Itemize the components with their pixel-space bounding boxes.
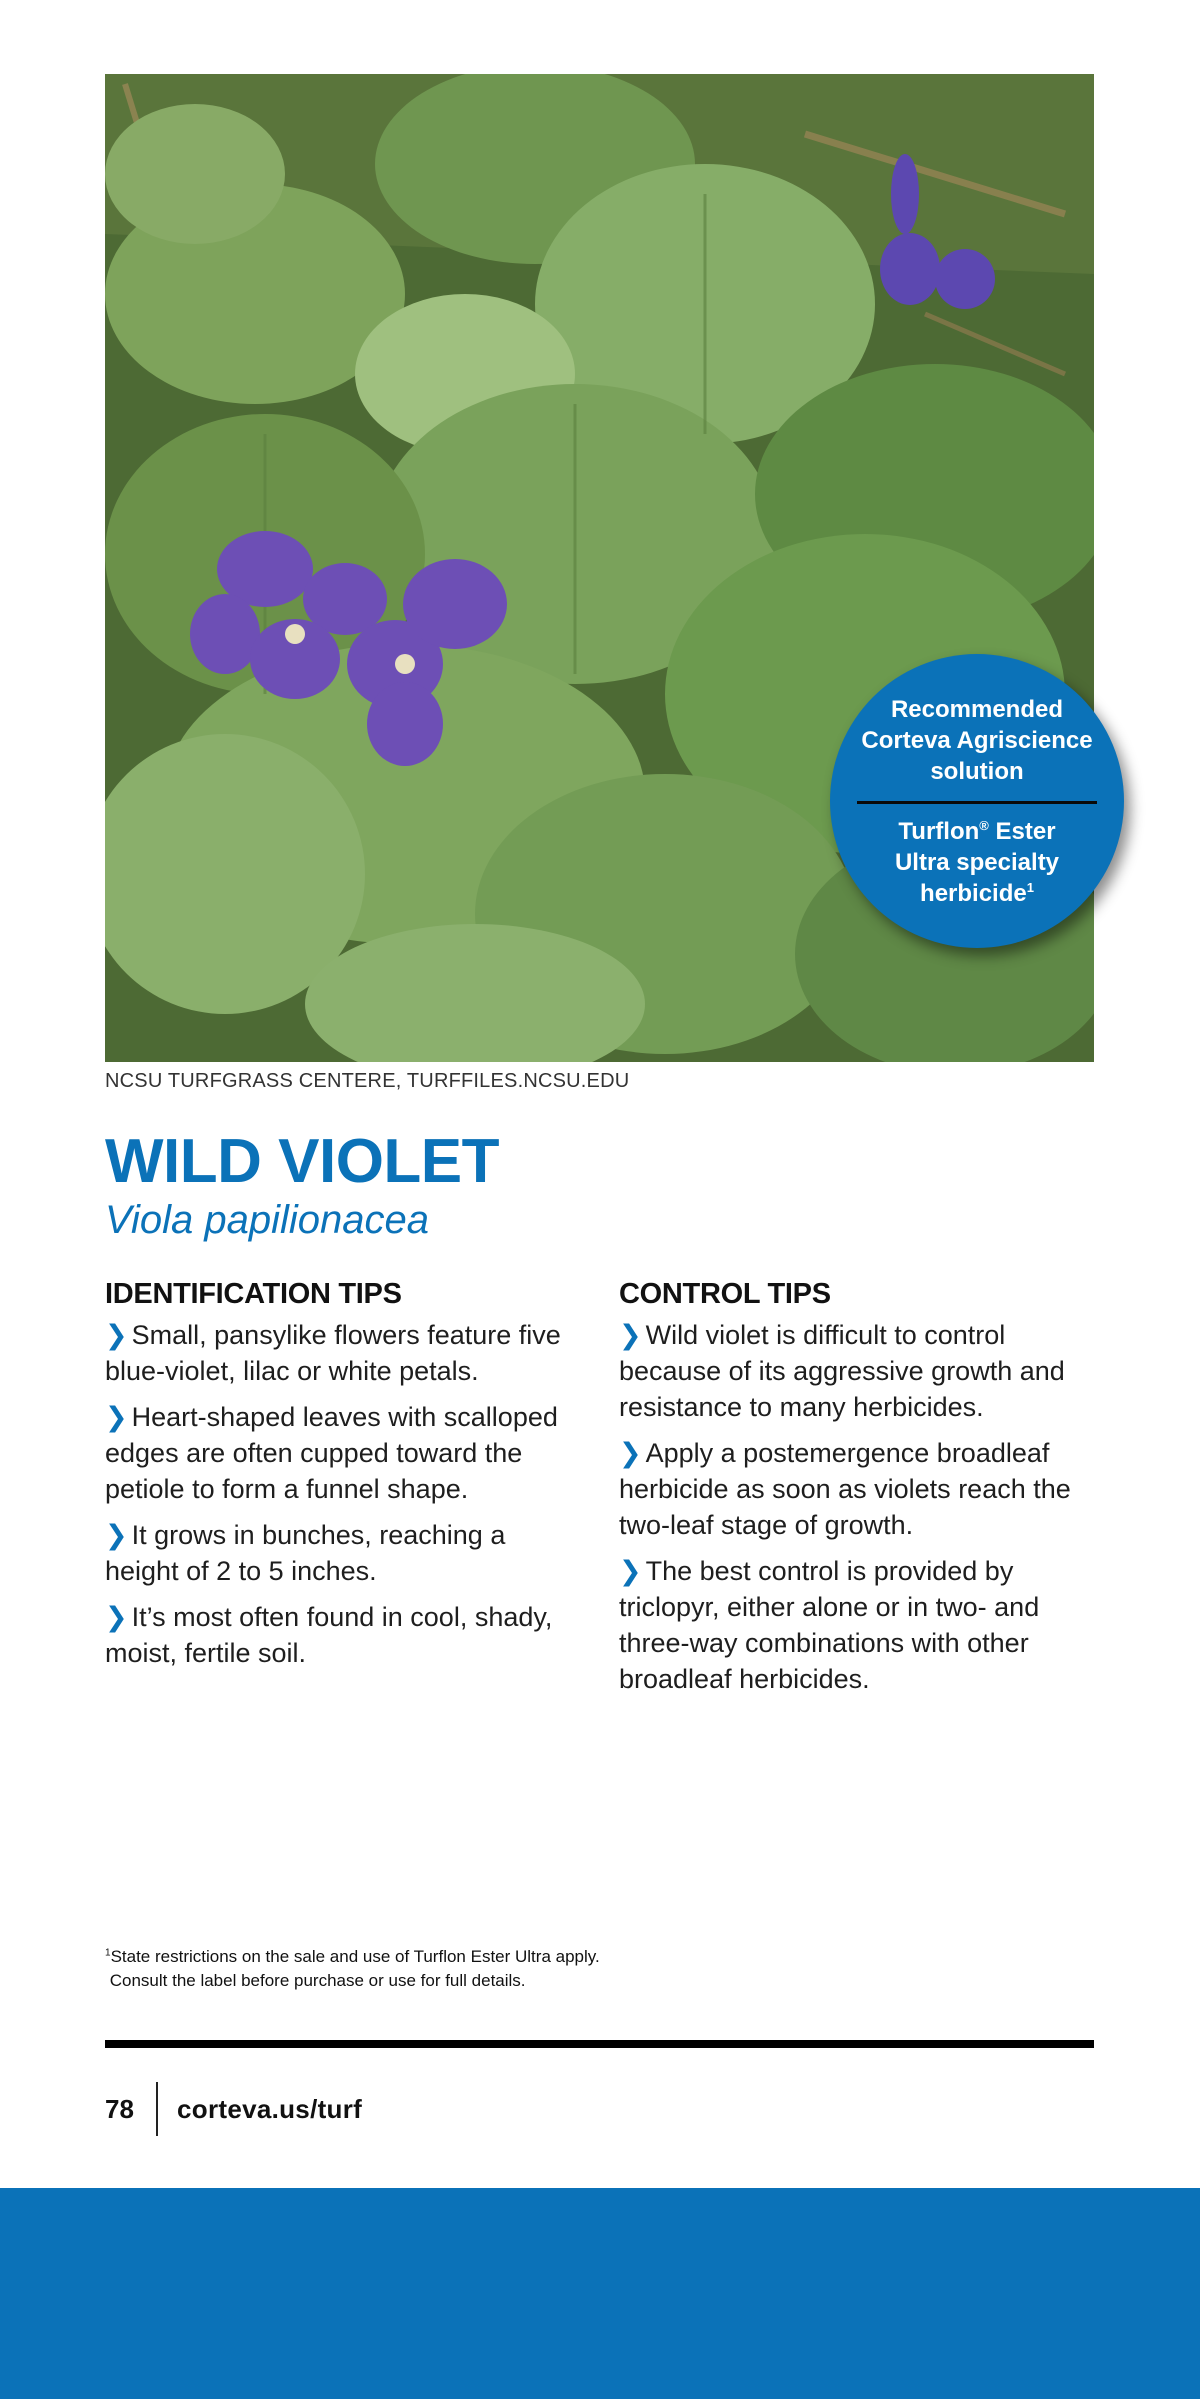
badge-product-rest: Ester Ultra specialty herbicide — [894, 817, 1060, 907]
chevron-right-icon: ❯ — [619, 1556, 642, 1586]
photo-credit: NCSU TURFGRASS CENTERE, TURFFILES.NCSU.EDU — [105, 1070, 630, 1092]
identification-tip — [105, 1399, 583, 1507]
control-tip — [619, 1435, 1097, 1543]
footer-band — [0, 2188, 1200, 2399]
identification-tips — [105, 1278, 583, 1681]
badge-footnote-ref: 1 — [1026, 879, 1034, 895]
tip-text: Wild violet is difficult to control because of its aggressive growth and resistance to many herbicides. — [619, 1320, 1065, 1422]
badge-heading: Recommended Corteva Agriscience solution — [861, 695, 1093, 785]
identification-tip — [105, 1517, 583, 1589]
chevron-right-icon: ❯ — [619, 1320, 642, 1350]
identification-tip — [105, 1599, 583, 1671]
chevron-right-icon: ❯ — [105, 1602, 128, 1632]
identification-heading: IDENTIFICATION TIPS — [105, 1278, 402, 1310]
control-tip — [619, 1317, 1097, 1425]
footnote-text: State restrictions on the sale and use of Turflon Ester Ultra apply. — [110, 1947, 600, 1966]
weed-name: WILD VIOLET — [105, 1127, 500, 1196]
chevron-right-icon: ❯ — [105, 1402, 128, 1432]
tip-text: The best control is provided by triclopyr, either alone or in two- and three-way combinations with other broadleaf herbicides. — [619, 1556, 1040, 1694]
badge-product — [877, 816, 1077, 909]
identification-tip — [105, 1317, 583, 1389]
footer-rule — [105, 2040, 1094, 2048]
tip-text: Small, pansylike flowers feature five blue-violet, lilac or white petals. — [105, 1320, 561, 1386]
tip-text: Apply a postemergence broadleaf herbicide as soon as violets reach the two-leaf stage of growth. — [619, 1438, 1071, 1540]
footnote-line-2 — [105, 1969, 600, 1993]
footer-divider — [156, 2082, 158, 2136]
footnote-marker: 1 — [105, 1947, 111, 1959]
tip-text: It’s most often found in cool, shady, moist, fertile soil. — [105, 1602, 553, 1668]
footnote — [105, 1945, 600, 1993]
chevron-right-icon: ❯ — [619, 1438, 642, 1468]
chevron-right-icon: ❯ — [105, 1320, 128, 1350]
control-tip — [619, 1553, 1097, 1697]
footnote-line-1 — [105, 1945, 600, 1969]
badge-product-name: Turflon — [898, 817, 980, 845]
weed-latin-name: Viola papilionacea — [105, 1198, 429, 1242]
control-tips — [619, 1278, 1097, 1707]
registered-mark: ® — [979, 817, 989, 833]
chevron-right-icon: ❯ — [105, 1520, 128, 1550]
page-number: 78 — [105, 2094, 134, 2124]
tip-text: Heart-shaped leaves with scalloped edges are often cupped toward the petiole to form a funnel shape. — [105, 1402, 558, 1504]
recommended-solution-badge — [830, 654, 1124, 948]
footnote-text: Consult the label before purchase or use for full details. — [109, 1971, 526, 1990]
tip-text: It grows in bunches, reaching a height of 2 to 5 inches. — [105, 1520, 506, 1586]
website-link[interactable]: corteva.us/turf — [177, 2094, 363, 2124]
control-heading: CONTROL TIPS — [619, 1278, 831, 1310]
badge-divider — [857, 801, 1097, 804]
